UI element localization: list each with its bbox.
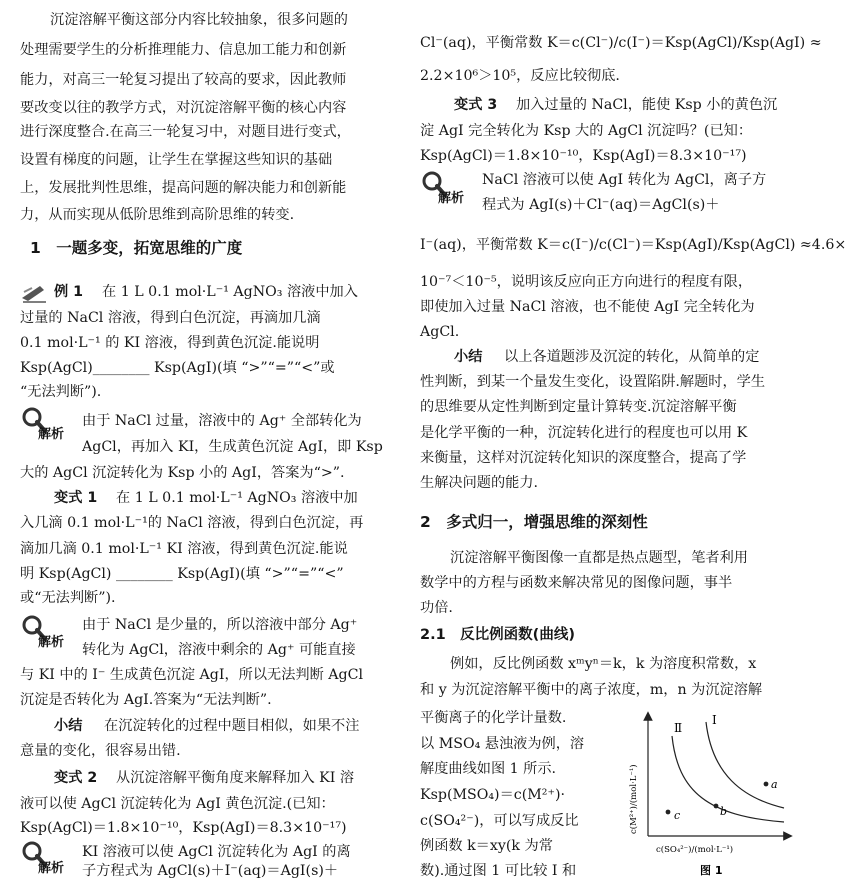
text-line: 液可以使 AgCl 沉淀转化为 AgI 黄色沉淀.(已知： xyxy=(20,796,335,812)
text-line: 即使加入过量 NaCl 溶液，也不能使 AgI 完全转化为 xyxy=(420,299,755,315)
point-a xyxy=(764,782,769,787)
text-line: 沉淀溶解平衡图像一直都是热点题型，笔者利用 xyxy=(450,550,748,566)
text-line: 设置有梯度的问题，让学生在掌握这些知识的基础 xyxy=(20,152,333,168)
text-line: 明 Ksp(AgCl) ________ Ksp(AgI)(填 “>”“=”“<” xyxy=(20,566,344,582)
text-line: 处理需要学生的分析推理能力、信息加工能力和创新 xyxy=(20,42,347,58)
text-line: 程式为 AgI(s)＋Cl⁻(aq)＝AgCl(s)＋ xyxy=(482,197,720,213)
text-line: 生解决问题的能力. xyxy=(420,475,539,491)
text-line: 在 1 L 0.1 mol·L⁻¹ AgNO₃ 溶液中加 xyxy=(116,490,358,506)
figure-1 xyxy=(612,712,792,883)
analysis-label: 解析 xyxy=(38,861,65,876)
text-line: Ksp(AgCl)＝1.8×10⁻¹⁰，Ksp(AgI)＝8.3×10⁻¹⁷) xyxy=(20,820,347,836)
example-1-label: 例 1 xyxy=(54,284,83,300)
text-line: AgCl，再加入 KI，生成黄色沉淀 AgI，即 Ksp xyxy=(82,439,383,455)
text-line: 功倍. xyxy=(420,600,453,616)
variant-3-label: 变式 3 xyxy=(454,97,498,113)
variant-2-label: 变式 2 xyxy=(54,770,98,786)
text-line: 性判断，到某一个量发生变化，设置陷阱.解题时，学生 xyxy=(420,374,766,390)
curve-ii xyxy=(672,736,784,822)
text-line: c(SO₄²⁻)，可以写成反比 xyxy=(420,813,579,829)
curve-i-label: Ⅰ xyxy=(712,713,717,727)
text-line: 沉淀溶解平衡这部分内容比较抽象，很多问题的 xyxy=(50,12,348,28)
text-line: Ksp(AgCl)________ Ksp(AgI)(填 “>”“=”“<”或 xyxy=(20,360,335,376)
figure-caption: 图 1 xyxy=(700,864,723,877)
section-2-1-heading: 2.1 反比例函数(曲线) xyxy=(420,627,575,643)
analysis-badge xyxy=(20,406,74,446)
text-line: Cl⁻(aq)，平衡常数 K＝c(Cl⁻)/c(I⁻)＝Ksp(AgCl)/Ksp(AgI) ≈ xyxy=(420,35,822,51)
text-line: “无法判断”). xyxy=(20,384,102,400)
text-line: 从沉淀溶解平衡角度来解释加入 KI 溶 xyxy=(116,770,355,786)
text-line: AgCl. xyxy=(420,324,460,340)
y-axis-label: c(M²⁺)/(mol·L⁻¹) xyxy=(629,764,639,834)
analysis-label: 解析 xyxy=(438,191,465,206)
text-line: 例函数 k＝xy(k 为常 xyxy=(420,838,553,854)
text-line: 滴加几滴 0.1 mol·L⁻¹ KI 溶液，得到黄色沉淀.能说 xyxy=(20,541,348,557)
point-c-label: c xyxy=(674,809,681,822)
text-line: 例如，反比例函数 xᵐyⁿ＝k，k 为溶度积常数，x xyxy=(450,656,757,672)
text-line: 能力，对高三一轮复习提出了较高的要求，因此教师 xyxy=(20,72,347,88)
text-line: 平衡离子的化学计量数. xyxy=(420,710,567,726)
point-c xyxy=(666,810,671,815)
curve-i xyxy=(706,722,784,808)
text-line: 10⁻⁷＜10⁻⁵，说明该反应向正方向进行的程度有限， xyxy=(420,274,753,290)
text-line: 或“无法判断”). xyxy=(20,590,116,606)
curve-ii-label: Ⅱ xyxy=(674,721,683,735)
analysis-badge xyxy=(20,840,74,880)
analysis-badge xyxy=(20,614,74,654)
text-line: 转化为 AgCl，溶液中剩余的 Ag⁺ 可能直接 xyxy=(82,642,356,658)
text-line: 来衡量，这样对沉淀转化知识的深度整合，提高了学 xyxy=(420,450,747,466)
text-line: 的思维要从定性判断到定量计算转变.沉淀溶解平衡 xyxy=(420,399,737,415)
text-line: 和 y 为沉淀溶解平衡中的离子浓度，m，n 为沉淀溶解 xyxy=(420,682,763,698)
text-line: 加入过量的 NaCl，能使 Ksp 小的黄色沉 xyxy=(516,97,778,113)
text-line: 过量的 NaCl 溶液，得到白色沉淀，再滴加几滴 xyxy=(20,310,321,326)
text-line: 数).通过图 1 可比较 Ⅰ 和 xyxy=(420,863,577,879)
point-b xyxy=(714,804,719,809)
text-line: 2.2×10⁶＞10⁵，反应比较彻底. xyxy=(420,68,620,84)
summary-1-label: 小结 xyxy=(54,718,83,734)
text-line: 以上各道题涉及沉淀的转化，从简单的定 xyxy=(504,349,760,365)
text-line: Ksp(AgCl)＝1.8×10⁻¹⁰，Ksp(AgI)＝8.3×10⁻¹⁷) xyxy=(420,148,747,164)
x-axis-label: c(SO₄²⁻)/(mol·L⁻¹) xyxy=(656,845,734,855)
summary-2-label: 小结 xyxy=(454,349,483,365)
text-line: 由于 NaCl 过量，溶液中的 Ag⁺ 全部转化为 xyxy=(82,413,362,429)
text-line: 力，从而实现从低阶思维到高阶思维的转变. xyxy=(20,207,295,223)
text-line: 是化学平衡的一种，沉淀转化进行的程度也可以用 K xyxy=(420,425,748,441)
text-line: 子方程式为 AgCl(s)＋I⁻(aq)＝AgI(s)＋ xyxy=(82,863,339,879)
text-line: NaCl 溶液可以使 AgI 转化为 AgCl，离子方 xyxy=(482,172,767,188)
point-a-label: a xyxy=(771,778,778,791)
analysis-label: 解析 xyxy=(38,427,65,442)
analysis-badge xyxy=(420,170,474,210)
pen-example-icon xyxy=(20,282,48,304)
text-line: 沉淀是否转化为 AgI.答案为“无法判断”. xyxy=(20,692,272,708)
section-2-heading: 2 多式归一，增强思维的深刻性 xyxy=(420,513,648,531)
text-line: 0.1 mol·L⁻¹ 的 KI 溶液，得到黄色沉淀.能说明 xyxy=(20,335,320,351)
text-line: KI 溶液可以使 AgCl 沉淀转化为 AgI 的离 xyxy=(82,844,351,860)
text-line: 进行深度整合.在高三一轮复习中，对题目进行变式， xyxy=(20,124,351,140)
variant-1-label: 变式 1 xyxy=(54,490,98,506)
point-b-label: b xyxy=(720,805,728,818)
text-line: 大的 AgCl 沉淀转化为 Ksp 小的 AgI，答案为“>”. xyxy=(20,465,345,481)
text-line: 入几滴 0.1 mol·L⁻¹的 NaCl 溶液，得到白色沉淀，再 xyxy=(20,515,364,531)
text-line: Ksp(MSO₄)＝c(M²⁺)· xyxy=(420,787,566,803)
section-1-heading: 1 一题多变，拓宽思维的广度 xyxy=(30,239,243,257)
text-line: 以 MSO₄ 悬浊液为例，溶 xyxy=(420,736,585,752)
text-line: 与 KI 中的 I⁻ 生成黄色沉淀 AgI，所以无法判断 AgCl xyxy=(20,667,364,683)
text-line: 由于 NaCl 是少量的，所以溶液中部分 Ag⁺ xyxy=(82,617,358,633)
text-line: 在 1 L 0.1 mol·L⁻¹ AgNO₃ 溶液中加入 xyxy=(102,284,358,300)
text-line: 在沉淀转化的过程中题目相似，如果不注 xyxy=(104,718,360,734)
text-line: 上，发展批判性思维，提高问题的解决能力和创新能 xyxy=(20,180,347,196)
text-line: 数学中的方程与函数来解决常见的图像问题，事半 xyxy=(420,575,733,591)
analysis-label: 解析 xyxy=(38,635,65,650)
text-line: 解度曲线如图 1 所示. xyxy=(420,761,557,777)
text-line: 要改变以往的教学方式，对沉淀溶解平衡的核心内容 xyxy=(20,100,347,116)
text-line: 意量的变化，很容易出错. xyxy=(20,743,181,759)
text-line: 淀 AgI 完全转化为 Ksp 大的 AgCl 沉淀吗？(已知： xyxy=(420,123,753,139)
text-line: I⁻(aq)，平衡常数 K＝c(I⁻)/c(Cl⁻)＝Ksp(AgI)/Ksp(AgCl) ≈4.6× xyxy=(420,237,846,253)
